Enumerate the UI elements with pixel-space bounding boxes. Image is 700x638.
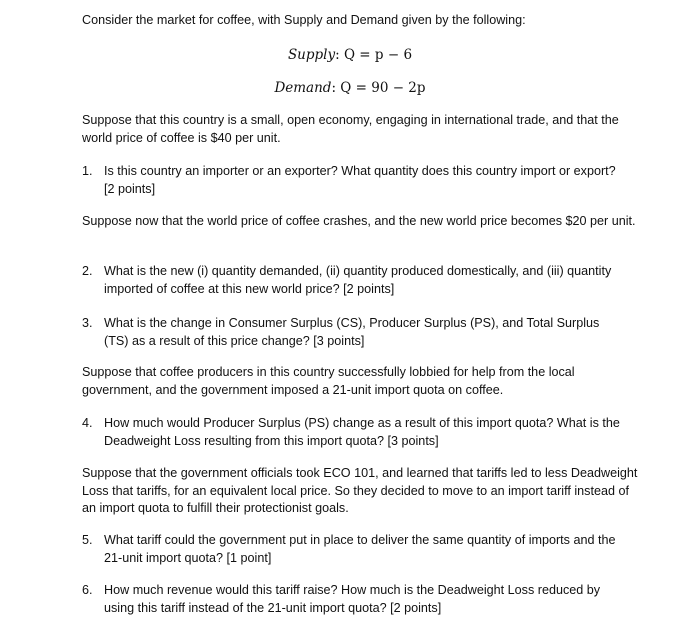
question-4	[82, 415, 627, 450]
question-1-text: Is this country an importer or an exporter? What quantity does this country import or export? [2 points]	[104, 164, 616, 196]
intro-paragraph: Consider the market for coffee, with Supply and Demand given by the following:	[82, 13, 526, 27]
question-5	[82, 532, 627, 567]
question-2-number: 2.	[82, 264, 93, 278]
supply-label: Supply	[287, 47, 336, 63]
question-6	[82, 582, 627, 617]
supply-expression: : Q = p − 6	[335, 47, 413, 63]
question-3-number: 3.	[82, 316, 93, 330]
demand-expression: : Q = 90 − 2p	[331, 80, 426, 96]
question-3-text: What is the change in Consumer Surplus (CS), Producer Surplus (PS), and Total Surplus (TS) as a result of this price change? [3 points]	[104, 316, 600, 348]
question-1	[82, 163, 627, 198]
question-5-number: 5.	[82, 533, 93, 547]
question-6-number: 6.	[82, 583, 93, 597]
question-4-number: 4.	[82, 416, 93, 430]
context-paragraph-3: Suppose that coffee producers in this country successfully lobbied for help from the local government, and the government imposed a 21-unit import quota on coffee.	[82, 365, 575, 397]
supply-equation	[0, 46, 700, 64]
question-6-text: How much revenue would this tariff raise? How much is the Deadweight Loss reduced by using this tariff instead of the 21-unit import quota? [2 points]	[104, 583, 601, 615]
question-5-text: What tariff could the government put in place to deliver the same quantity of imports and the 21-unit import quota? [1 point]	[104, 533, 616, 565]
demand-label: Demand	[274, 80, 332, 96]
question-2	[82, 263, 627, 298]
question-2-text: What is the new (i) quantity demanded, (ii) quantity produced domestically, and (iii) quantity imported of coffee at this new world price? [2 points]	[104, 264, 612, 296]
question-3	[82, 315, 627, 350]
demand-equation	[0, 79, 700, 97]
question-4-text: How much would Producer Surplus (PS) change as a result of this import quota? What is the Deadweight Loss resulting from this import quota? [3 points]	[104, 416, 620, 448]
context-paragraph-2: Suppose now that the world price of coffee crashes, and the new world price becomes $20 per unit.	[82, 214, 636, 228]
question-1-number: 1.	[82, 164, 93, 178]
context-paragraph-1: Suppose that this country is a small, open economy, engaging in international trade, and that the world price of coffee is $40 per unit.	[82, 113, 619, 145]
context-paragraph-4: Suppose that the government officials took ECO 101, and learned that tariffs led to less Deadweight Loss that tariffs, for an equivalent local price. So they decided to move to an import tariff instead of an import quota to fulfill their protectionist goals.	[82, 466, 638, 515]
